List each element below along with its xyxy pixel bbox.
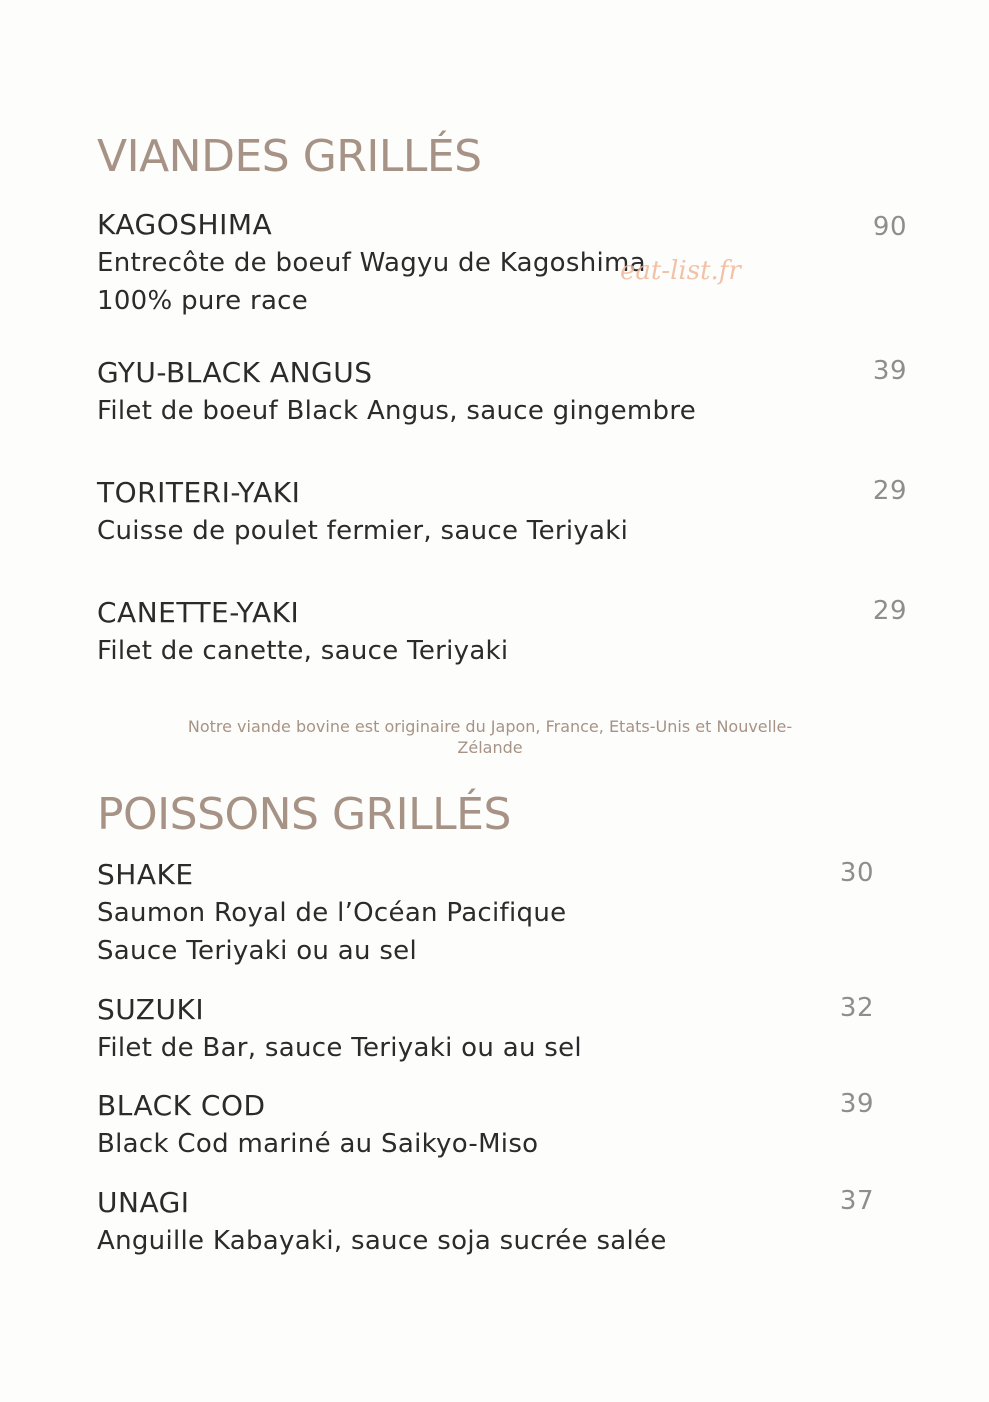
item-price: 30	[839, 858, 874, 888]
menu-item-canette-yaki	[97, 594, 989, 670]
menu-item-black-cod	[97, 1087, 989, 1163]
item-description: Filet de Bar, sauce Teriyaki ou au sel	[97, 1033, 582, 1063]
item-price: 29	[872, 476, 907, 506]
item-name: CANETTE-YAKI	[97, 596, 300, 629]
origin-note	[120, 716, 860, 758]
section-title-fish: POISSONS GRILLÉS	[97, 789, 511, 840]
origin-note-line-2: Zélande	[457, 738, 523, 757]
item-price: 37	[839, 1186, 874, 1216]
section-title-meat: VIANDES GRILLÉS	[97, 131, 482, 182]
item-name: SHAKE	[97, 858, 194, 891]
menu-item-toriteri-yaki	[97, 474, 989, 550]
item-name: BLACK COD	[97, 1089, 266, 1122]
item-description: Black Cod mariné au Saikyo-Miso	[97, 1129, 539, 1159]
item-name: KAGOSHIMA	[97, 208, 273, 241]
menu-item-kagoshima	[97, 206, 989, 320]
item-description-2: Sauce Teriyaki ou au sel	[97, 936, 417, 966]
item-description: Filet de boeuf Black Angus, sauce gingembre	[97, 396, 697, 426]
item-price: 32	[839, 993, 874, 1023]
origin-note-line-1: Notre viande bovine est originaire du Japon, France, Etats-Unis et Nouvelle-	[187, 717, 793, 736]
menu-item-gyu-black-angus	[97, 354, 989, 430]
item-price: 29	[872, 596, 907, 626]
item-name: UNAGI	[97, 1186, 190, 1219]
item-name: TORITERI-YAKI	[97, 476, 301, 509]
item-description: Filet de canette, sauce Teriyaki	[97, 636, 509, 666]
item-description: Cuisse de poulet fermier, sauce Teriyaki	[97, 516, 629, 546]
item-description: Saumon Royal de l’Océan Pacifique	[97, 898, 567, 928]
item-description-2: 100% pure race	[97, 286, 309, 316]
menu-item-unagi	[97, 1184, 989, 1260]
watermark-logo: eat-list.fr	[620, 256, 741, 286]
item-description: Entrecôte de boeuf Wagyu de Kagoshima	[97, 248, 646, 278]
item-name: SUZUKI	[97, 993, 205, 1026]
item-name: GYU-BLACK ANGUS	[97, 356, 373, 389]
menu-item-suzuki	[97, 991, 989, 1067]
item-price: 90	[872, 212, 907, 242]
menu-item-shake	[97, 856, 989, 970]
item-description: Anguille Kabayaki, sauce soja sucrée salée	[97, 1226, 667, 1256]
item-price: 39	[839, 1089, 874, 1119]
item-price: 39	[872, 356, 907, 386]
